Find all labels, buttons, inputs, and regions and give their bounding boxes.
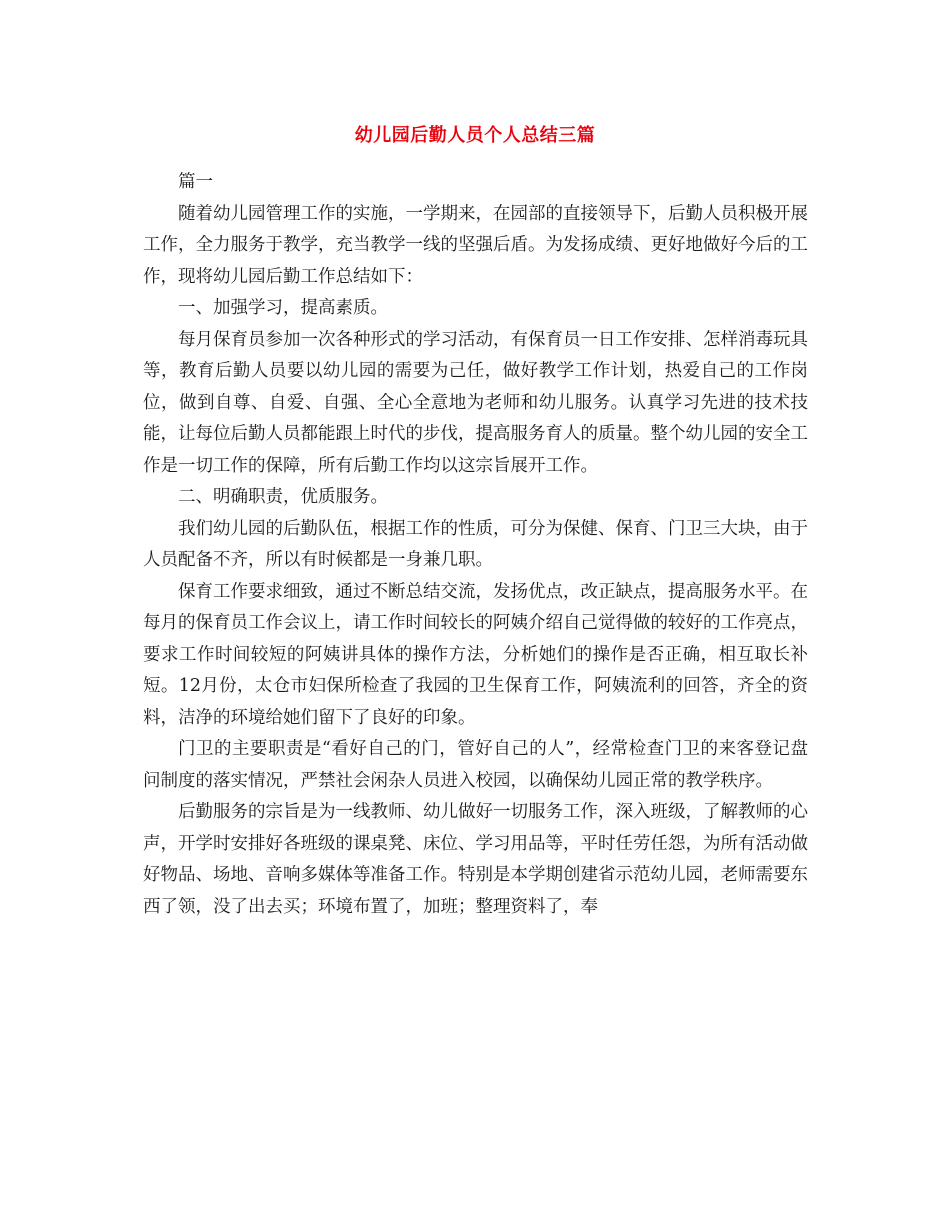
paragraph: 随着幼儿园管理工作的实施，一学期来，在园部的直接领导下，后勤人员积极开展工作，全力服务于教学，充当教学一线的坚强后盾。为发扬成绩、更好地做好今后的工作，现将幼儿园后勤工作总结如下： — [143, 203, 808, 287]
document-title: 幼儿园后勤人员个人总结三篇 — [354, 125, 596, 146]
subheading: 二、明确职责，优质服务。 — [178, 487, 388, 507]
section-heading: 篇一 — [178, 172, 213, 192]
paragraph: 门卫的主要职责是“看好自己的门，管好自己的人”，经常检查门卫的来客登记盘问制度的落实情况，严禁社会闲杂人员进入校园，以确保幼儿园正常的教学秩序。 — [143, 739, 808, 791]
paragraph: 后勤服务的宗旨是为一线教师、幼儿做好一切服务工作，深入班级，了解教师的心声，开学时安排好各班级的课桌凳、床位、学习用品等，平时任劳任怨，为所有活动做好物品、场地、音响多媒体等准备工作。特别是本学期创建省示范幼儿园，老师需要东西了领，没了出去买；环境布置了，加班；整理资料了，奉 — [143, 802, 808, 917]
paragraph: 每月保育员参加一次各种形式的学习活动，有保育员一日工作安排、怎样消毒玩具等，教育后勤人员要以幼儿园的需要为己任，做好教学工作计划，热爱自己的工作岗位，做到自尊、自爱、自强、全心全意地为老师和幼儿服务。认真学习先进的技术技能，让每位后勤人员都能跟上时代的步伐，提高服务育人的质量。整个幼儿园的安全工作是一切工作的保障，所有后勤工作均以这宗旨展开工作。 — [143, 329, 808, 476]
paragraph: 我们幼儿园的后勤队伍，根据工作的性质，可分为保健、保育、门卫三大块，由于人员配备不齐，所以有时候都是一身兼几职。 — [143, 518, 808, 570]
document-body — [143, 167, 808, 923]
paragraph: 保育工作要求细致，通过不断总结交流，发扬优点，改正缺点，提高服务水平。在每月的保育员工作会议上，请工作时间较长的阿姨介绍自己觉得做的较好的工作亮点，要求工作时间较短的阿姨讲具体的操作方法，分析她们的操作是否正确，相互取长补短。12月份，太仓市妇保所检查了我园的卫生保育工作，阿姨流利的回答，齐全的资料，洁净的环境给她们留下了良好的印象。 — [143, 581, 808, 728]
subheading: 一、加强学习，提高素质。 — [178, 298, 388, 318]
